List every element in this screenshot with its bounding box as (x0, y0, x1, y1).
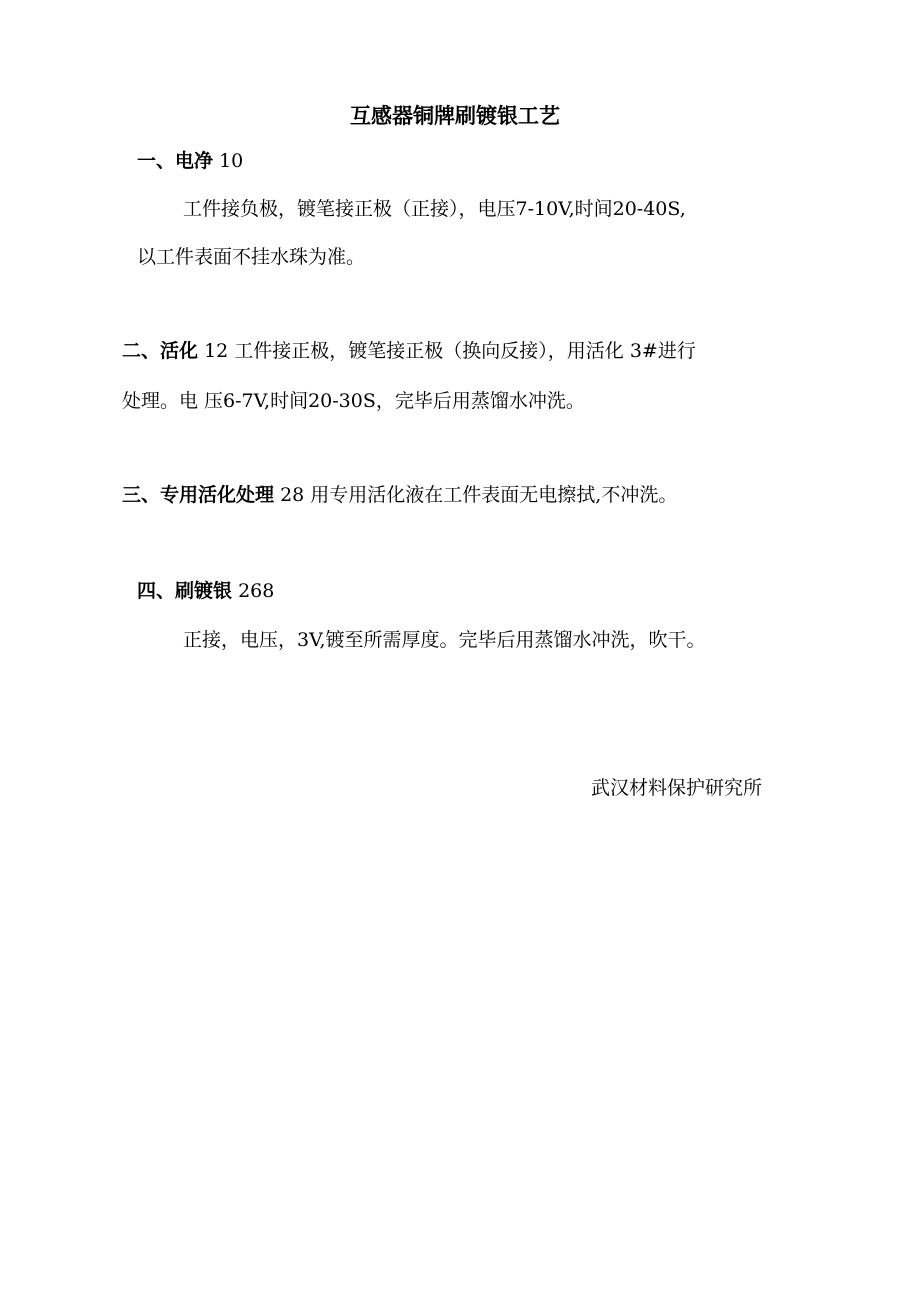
section-1-body-line-2: 以工件表面不挂水珠为准。 (137, 246, 366, 268)
section-2-heading-line (122, 338, 696, 364)
signature-organization: 武汉材料保护研究所 (591, 777, 763, 799)
section-1-code: 10 (219, 150, 244, 172)
section-1-heading: 一、电净 (137, 150, 214, 172)
section-1-body-line-1: 工件接负极，镀笔接正极（正接），电压7-10V,时间20-40S, (183, 198, 686, 220)
section-4-heading: 四、刷镀银 (137, 580, 233, 602)
section-2-first-line-text: 工件接正极，镀笔接正极（换向反接），用活化 3#进行 (234, 340, 696, 362)
document-title: 互感器铜牌刷镀银工艺 (350, 103, 560, 128)
section-4-heading-line (137, 578, 274, 604)
section-3-heading: 三、专用活化处理 (122, 484, 275, 506)
section-4-body-line-1: 正接，电压，3V,镀至所需厚度。完毕后用蒸馏水冲洗，吹干。 (183, 629, 706, 651)
section-3-heading-line (122, 482, 677, 508)
section-2-heading: 二、活化 (122, 340, 199, 362)
section-3-first-line-text: 用专用活化液在工件表面无电擦拭,不冲洗。 (310, 484, 678, 506)
section-2-code: 12 (204, 340, 229, 362)
section-2-body-line-1: 处理。电 压6-7V,时间20-30S，完毕后用蒸馏水冲洗。 (122, 390, 585, 412)
section-4-code: 268 (238, 580, 275, 602)
section-3-code: 28 (280, 484, 305, 506)
section-1-heading-line (137, 148, 243, 174)
